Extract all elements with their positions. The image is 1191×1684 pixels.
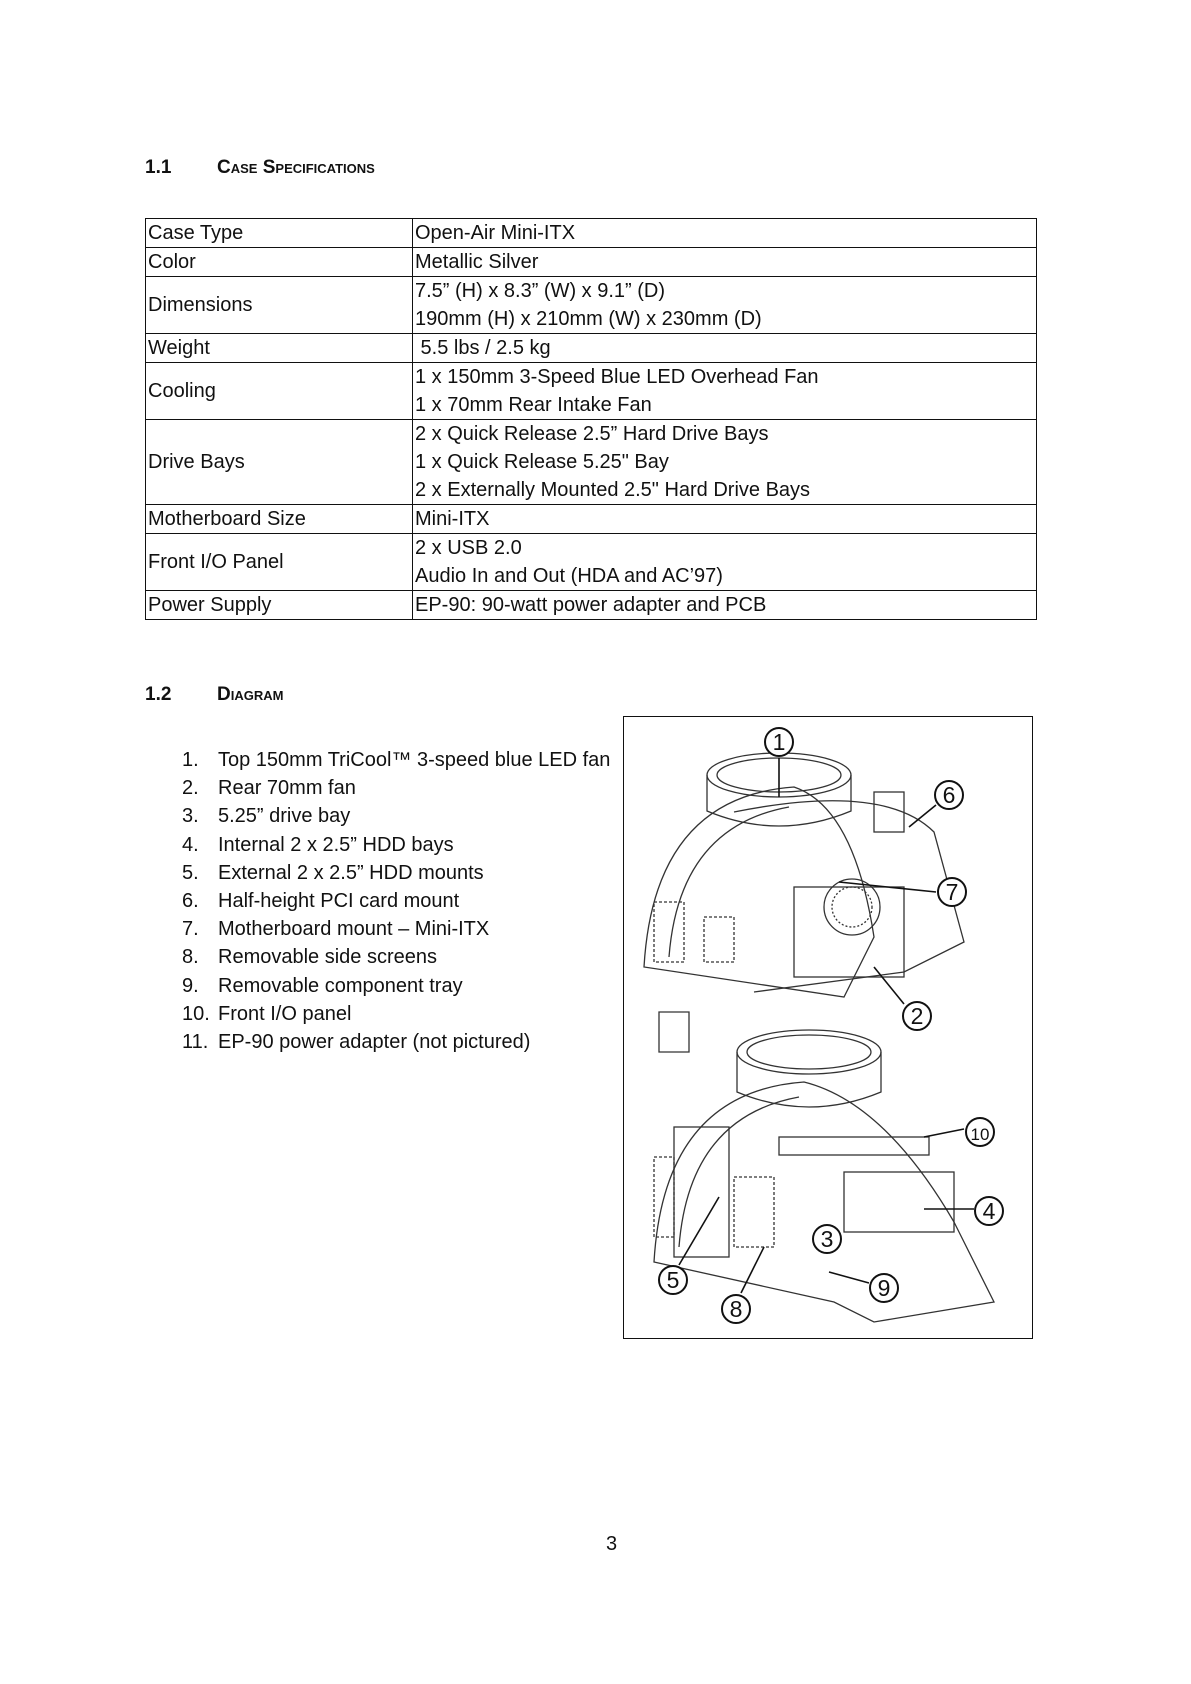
spec-value bbox=[413, 505, 1037, 534]
parts-list-item bbox=[182, 859, 610, 887]
spec-value-line: Audio In and Out (HDA and AC’97) bbox=[415, 565, 723, 587]
spec-value-line: 2 x Quick Release 2.5” Hard Drive Bays bbox=[415, 423, 769, 445]
case-diagram bbox=[623, 716, 1033, 1339]
item-number: 10. bbox=[182, 1002, 210, 1025]
spec-value-line: 2 x Externally Mounted 2.5" Hard Drive Bays bbox=[415, 479, 811, 501]
parts-list-item bbox=[182, 972, 610, 1000]
callout-9 bbox=[870, 1274, 898, 1302]
callout-number: 3 bbox=[820, 1226, 834, 1252]
callout-8 bbox=[722, 1295, 750, 1323]
spec-row bbox=[146, 591, 1037, 620]
parts-list-item bbox=[182, 774, 610, 802]
section-title: Diagram bbox=[217, 684, 284, 705]
spec-row bbox=[146, 248, 1037, 277]
parts-list-item bbox=[182, 831, 610, 859]
item-number: 5. bbox=[182, 861, 199, 884]
section-title: Case Specifications bbox=[217, 157, 375, 178]
callout-number: 6 bbox=[942, 782, 956, 808]
item-number: 2. bbox=[182, 777, 199, 800]
parts-list-item bbox=[182, 1028, 610, 1056]
spec-value-line: 5.5 lbs / 2.5 kg bbox=[415, 337, 551, 359]
callout-number: 8 bbox=[729, 1296, 743, 1322]
spec-label: Drive Bays bbox=[146, 420, 413, 505]
item-text: EP-90 power adapter (not pictured) bbox=[218, 1030, 531, 1053]
case-rear-view bbox=[644, 753, 964, 997]
spec-value bbox=[413, 420, 1037, 505]
spec-label: Case Type bbox=[146, 219, 413, 248]
callout-6 bbox=[935, 781, 963, 809]
item-text: 5.25” drive bay bbox=[218, 805, 351, 828]
item-number: 7. bbox=[182, 918, 199, 941]
callout-3 bbox=[813, 1225, 841, 1253]
spec-value bbox=[413, 591, 1037, 620]
spec-label: Motherboard Size bbox=[146, 505, 413, 534]
parts-list bbox=[182, 746, 610, 1056]
item-text: Motherboard mount – Mini-ITX bbox=[218, 918, 490, 941]
spec-value-line: Open-Air Mini-ITX bbox=[415, 222, 576, 244]
parts-list-item bbox=[182, 887, 610, 915]
spec-value bbox=[413, 363, 1037, 420]
callout-10 bbox=[966, 1118, 994, 1146]
item-text: Removable component tray bbox=[218, 974, 463, 997]
spec-value-line: 1 x 150mm 3-Speed Blue LED Overhead Fan bbox=[415, 366, 819, 388]
section-number: 1.2 bbox=[145, 684, 172, 705]
parts-list-item bbox=[182, 943, 610, 971]
specifications-table bbox=[145, 218, 1037, 620]
callout-1 bbox=[765, 728, 793, 756]
spec-row bbox=[146, 277, 1037, 334]
spec-label: Color bbox=[146, 248, 413, 277]
spec-value-line: 2 x USB 2.0 bbox=[415, 537, 522, 559]
page-number: 3 bbox=[606, 1533, 618, 1555]
item-number: 1. bbox=[182, 749, 199, 771]
spec-row bbox=[146, 534, 1037, 591]
spec-row bbox=[146, 363, 1037, 420]
spec-value-line: Mini-ITX bbox=[415, 508, 490, 530]
case-illustration bbox=[624, 717, 1032, 1338]
section-number: 1.1 bbox=[145, 157, 172, 178]
spec-value bbox=[413, 248, 1037, 277]
spec-value-line: 1 x Quick Release 5.25" Bay bbox=[415, 451, 669, 473]
parts-list-item bbox=[182, 746, 610, 774]
spec-value-line: Metallic Silver bbox=[415, 251, 539, 273]
item-number: 11. bbox=[182, 1030, 209, 1053]
spec-value-line: 190mm (H) x 210mm (W) x 230mm (D) bbox=[415, 308, 762, 330]
spec-value bbox=[413, 277, 1037, 334]
parts-list-item bbox=[182, 1000, 610, 1028]
spec-row bbox=[146, 334, 1037, 363]
parts-list-item bbox=[182, 915, 610, 943]
spec-label: Power Supply bbox=[146, 591, 413, 620]
spec-row bbox=[146, 219, 1037, 248]
item-text: Front I/O panel bbox=[218, 1002, 352, 1025]
case-front-view bbox=[654, 1012, 994, 1322]
callout-number: 7 bbox=[945, 879, 959, 905]
spec-value-line: EP-90: 90-watt power adapter and PCB bbox=[415, 594, 767, 616]
item-text: Top 150mm TriCool™ 3-speed blue LED fan bbox=[218, 749, 611, 771]
spec-label: Dimensions bbox=[146, 277, 413, 334]
spec-label: Cooling bbox=[146, 363, 413, 420]
callout-number: 10 bbox=[970, 1125, 990, 1144]
callout-4 bbox=[975, 1197, 1003, 1225]
item-number: 8. bbox=[182, 946, 199, 969]
item-number: 3. bbox=[182, 805, 199, 828]
callout-2 bbox=[903, 1002, 931, 1030]
item-text: Internal 2 x 2.5” HDD bays bbox=[218, 833, 454, 856]
spec-row bbox=[146, 505, 1037, 534]
item-number: 9. bbox=[182, 974, 199, 997]
spec-row bbox=[146, 420, 1037, 505]
item-number: 4. bbox=[182, 833, 199, 856]
spec-label: Weight bbox=[146, 334, 413, 363]
item-text: Rear 70mm fan bbox=[218, 777, 356, 800]
callout-number: 4 bbox=[982, 1198, 996, 1224]
item-text: Removable side screens bbox=[218, 946, 437, 969]
callout-number: 5 bbox=[666, 1267, 680, 1293]
callout-7 bbox=[938, 878, 966, 906]
callout-5 bbox=[659, 1266, 687, 1294]
spec-value-line: 1 x 70mm Rear Intake Fan bbox=[415, 394, 652, 416]
item-text: External 2 x 2.5” HDD mounts bbox=[218, 861, 484, 884]
parts-list-item bbox=[182, 802, 610, 830]
callout-number: 1 bbox=[772, 729, 786, 755]
spec-value bbox=[413, 334, 1037, 363]
spec-value-line: 7.5” (H) x 8.3” (W) x 9.1” (D) bbox=[415, 280, 666, 302]
callout-number: 2 bbox=[910, 1003, 924, 1029]
callout-number: 9 bbox=[877, 1275, 891, 1301]
spec-value bbox=[413, 219, 1037, 248]
spec-value bbox=[413, 534, 1037, 591]
leader-lines bbox=[679, 758, 974, 1293]
item-number: 6. bbox=[182, 889, 199, 912]
item-text: Half-height PCI card mount bbox=[218, 889, 460, 912]
spec-label: Front I/O Panel bbox=[146, 534, 413, 591]
